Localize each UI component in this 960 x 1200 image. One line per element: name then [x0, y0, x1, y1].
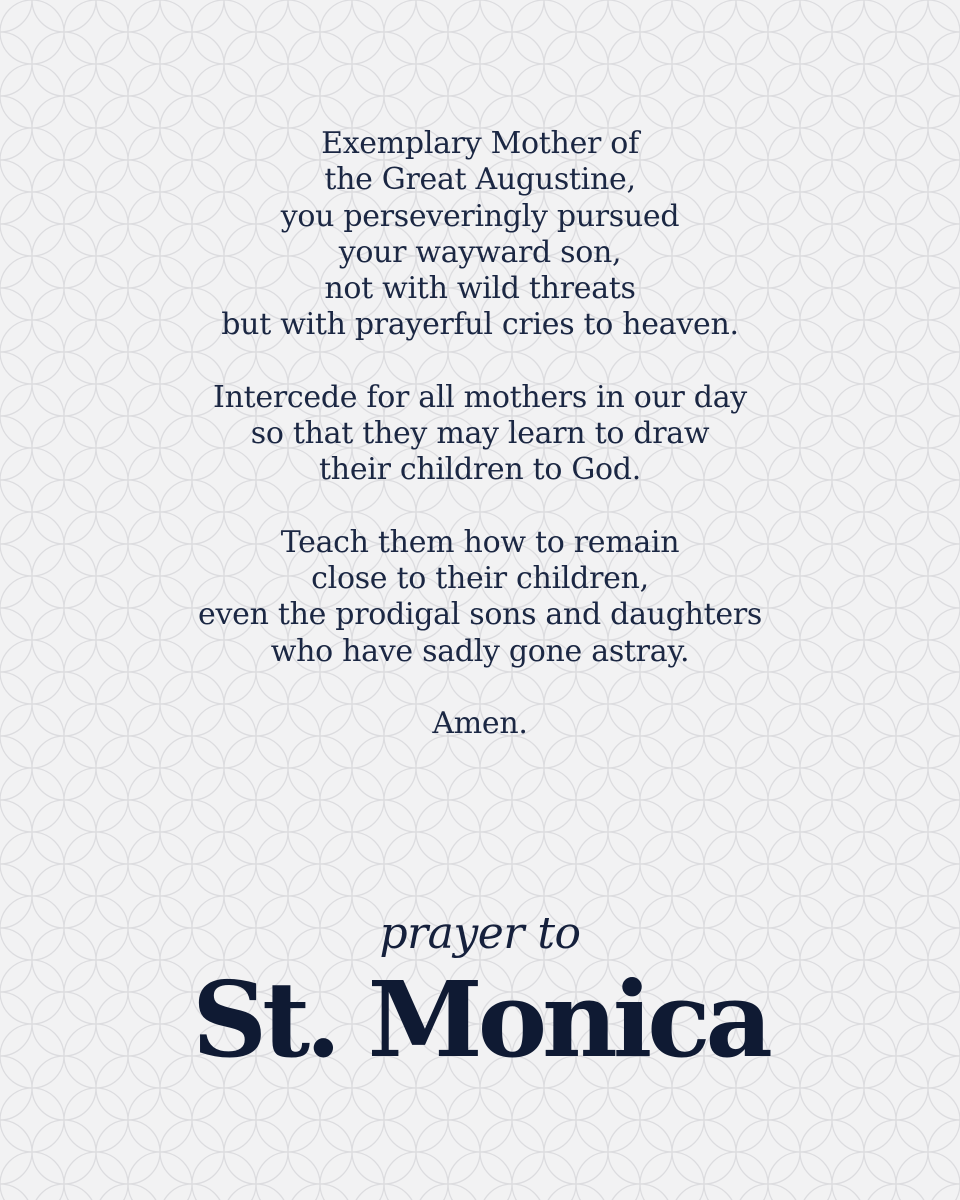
prayer-line: their children to God. [319, 452, 641, 488]
prayer-line: so that they may learn to draw [250, 416, 710, 452]
prayer-line: close to their children, [311, 560, 649, 596]
prayer-line: you perseveringly pursued [280, 198, 680, 234]
prayer-line: Intercede for all mothers in our day [213, 379, 747, 415]
prayer-line: but with prayerful cries to heaven. [221, 307, 739, 343]
prayer-line: Exemplary Mother of [321, 126, 639, 161]
prayer-line: even the prodigal sons and daughters [198, 597, 762, 633]
stanza-3 [0, 525, 960, 670]
prayer-line: your wayward son, [338, 234, 622, 270]
prayer-line: not with wild threats [324, 271, 636, 307]
stanza-2 [0, 380, 960, 489]
prayer-line: Teach them how to remain [280, 524, 680, 560]
prayer-line: the Great Augustine, [324, 162, 636, 198]
prayer-text [0, 126, 960, 742]
heading-subtitle: prayer to [379, 908, 581, 959]
heading-title: St. Monica [192, 958, 768, 1081]
prayer-closing: Amen. [432, 705, 528, 741]
stanza-1 [0, 126, 960, 344]
prayer-line: who have sadly gone astray. [270, 633, 690, 669]
